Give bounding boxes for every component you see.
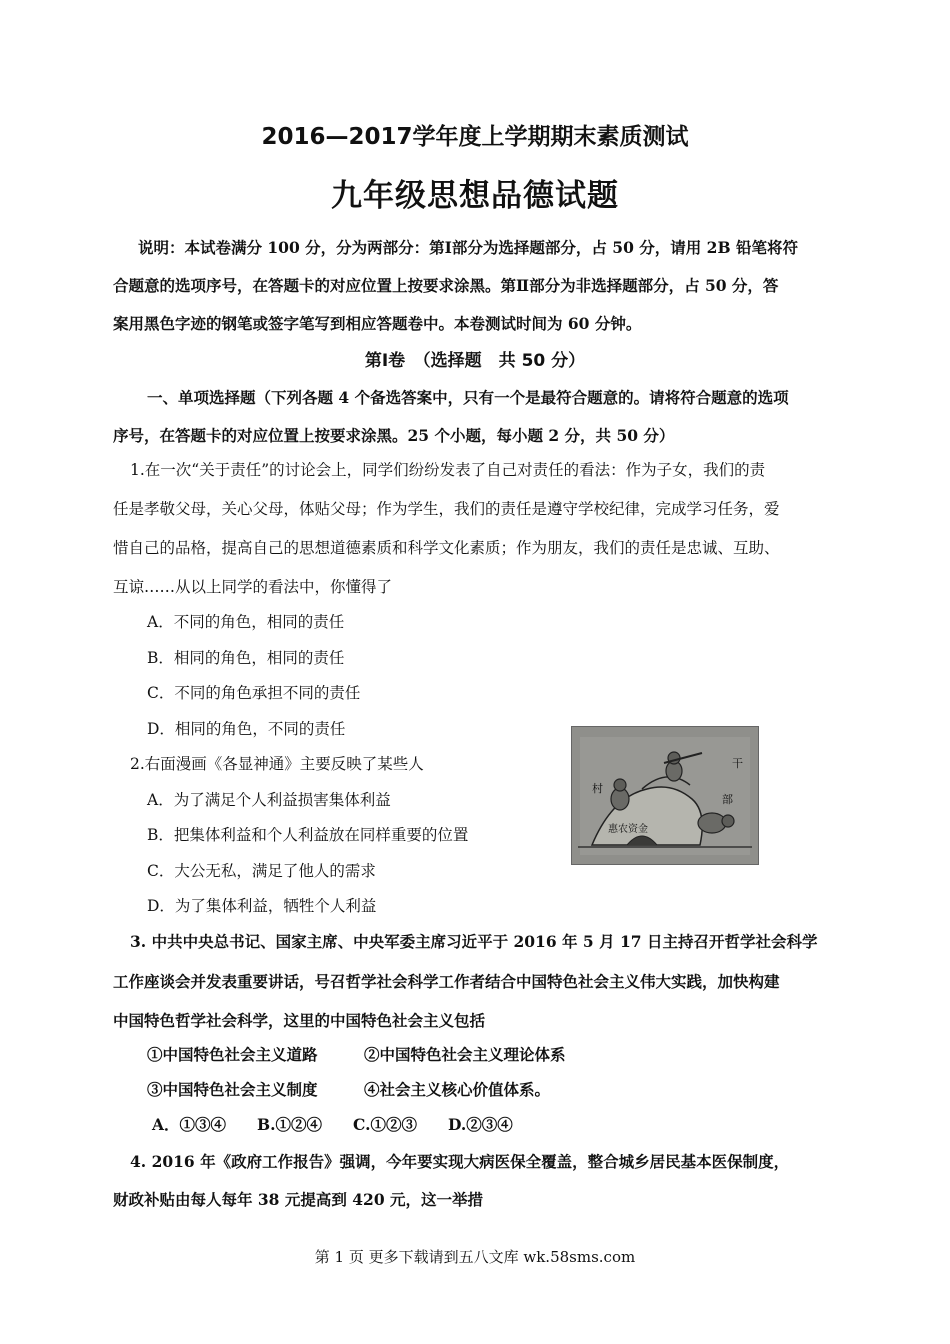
q1-stem-line-1: 1.在一次“关于责任”的讨论会上，同学们纷纷发表了自己对责任的看法：作为子女，我们的责 <box>130 461 766 479</box>
part-intro-line-1: 一、单项选择题（下列各题 4 个备选答案中，只有一个是最符合题意的。请将符合题意的选项 <box>147 388 789 407</box>
q3-stem-line-1: 3. 中共中央总书记、国家主席、中央军委主席习近平于 2016 年 5 月 17 日主持召开哲学社会科学 <box>130 932 818 951</box>
cartoon-image <box>571 726 759 865</box>
q1-stem-line-3: 惜自己的品格，提高自己的思想道德素质和科学文化素质；作为朋友，我们的责任是忠诚、互助、 <box>113 539 780 557</box>
instructions-line-2: 合题意的选项序号，在答题卡的对应位置上按要求涂黑。第Ⅱ部分为非选择题部分，占 50 分，答 <box>113 276 779 295</box>
q1-option-a: A．不同的角色，相同的责任 <box>147 613 345 631</box>
exam-subtitle: 2016—2017学年度上学期期末素质测试 <box>261 124 689 150</box>
q1-stem-line-4: 互谅……从以上同学的看法中，你懂得了 <box>113 578 393 596</box>
instructions-line-1: 说明：本试卷满分 100 分，分为两部分：第Ⅰ部分为选择题部分，占 50 分，请用 2B 铅笔将符 <box>138 238 798 257</box>
q1-stem-line-2: 任是孝敬父母，关心父母，体贴父母；作为学生，我们的责任是遵守学校纪律，完成学习任务，爱 <box>113 500 780 518</box>
instructions-line-3: 案用黑色字迹的钢笔或签字笔写到相应答题卷中。本卷测试时间为 60 分钟。 <box>113 314 642 333</box>
q3-stem-line-3: 中国特色哲学社会科学，这里的中国特色社会主义包括 <box>113 1011 486 1030</box>
q2-stem: 2.右面漫画《各显神通》主要反映了某些人 <box>130 755 424 773</box>
section-title: 第Ⅰ卷 （选择题 共 50 分） <box>364 351 586 371</box>
part-intro-line-2: 序号，在答题卡的对应位置上按要求涂黑。25 个小题，每小题 2 分，共 50 分） <box>113 426 675 445</box>
exam-title: 九年级思想品德试题 <box>331 178 619 214</box>
q2-option-b: B．把集体利益和个人利益放在同样重要的位置 <box>147 826 469 844</box>
page-footer: 第 1 页 更多下载请到五八文库 wk.58sms.com <box>314 1248 636 1266</box>
q4-stem-line-1: 4. 2016 年《政府工作报告》强调，今年要实现大病医保全覆盖，整合城乡居民基本医保制度， <box>130 1152 790 1171</box>
cartoon-label-gan: 干 <box>732 757 743 770</box>
q3-stem-line-2: 工作座谈会并发表重要讲话，号召哲学社会科学工作者结合中国特色社会主义伟大实践，加快构建 <box>113 972 780 991</box>
q1-option-d: D．相同的角色，不同的责任 <box>147 720 346 738</box>
cartoon-label-bu: 部 <box>722 793 733 806</box>
cartoon-label-cun: 村 <box>592 782 603 795</box>
q1-option-c: C．不同的角色承担不同的责任 <box>147 684 361 702</box>
q2-option-a: A．为了满足个人利益损害集体利益 <box>147 791 391 809</box>
q2-option-c: C．大公无私，满足了他人的需求 <box>147 862 376 880</box>
q3-items-line-1: ①中国特色社会主义道路 ②中国特色社会主义理论体系 <box>147 1045 566 1064</box>
cartoon-label-funds: 惠农资金 <box>608 824 648 835</box>
q3-items-line-2: ③中国特色社会主义制度 ④社会主义核心价值体系。 <box>147 1080 551 1099</box>
q2-option-d: D．为了集体利益，牺牲个人利益 <box>147 897 377 915</box>
q4-stem-line-2: 财政补贴由每人每年 38 元提高到 420 元，这一举措 <box>113 1190 484 1209</box>
q1-option-b: B．相同的角色，相同的责任 <box>147 649 345 667</box>
q3-choices: A．①③④ B.①②④ C.①②③ D.②③④ <box>152 1115 513 1134</box>
